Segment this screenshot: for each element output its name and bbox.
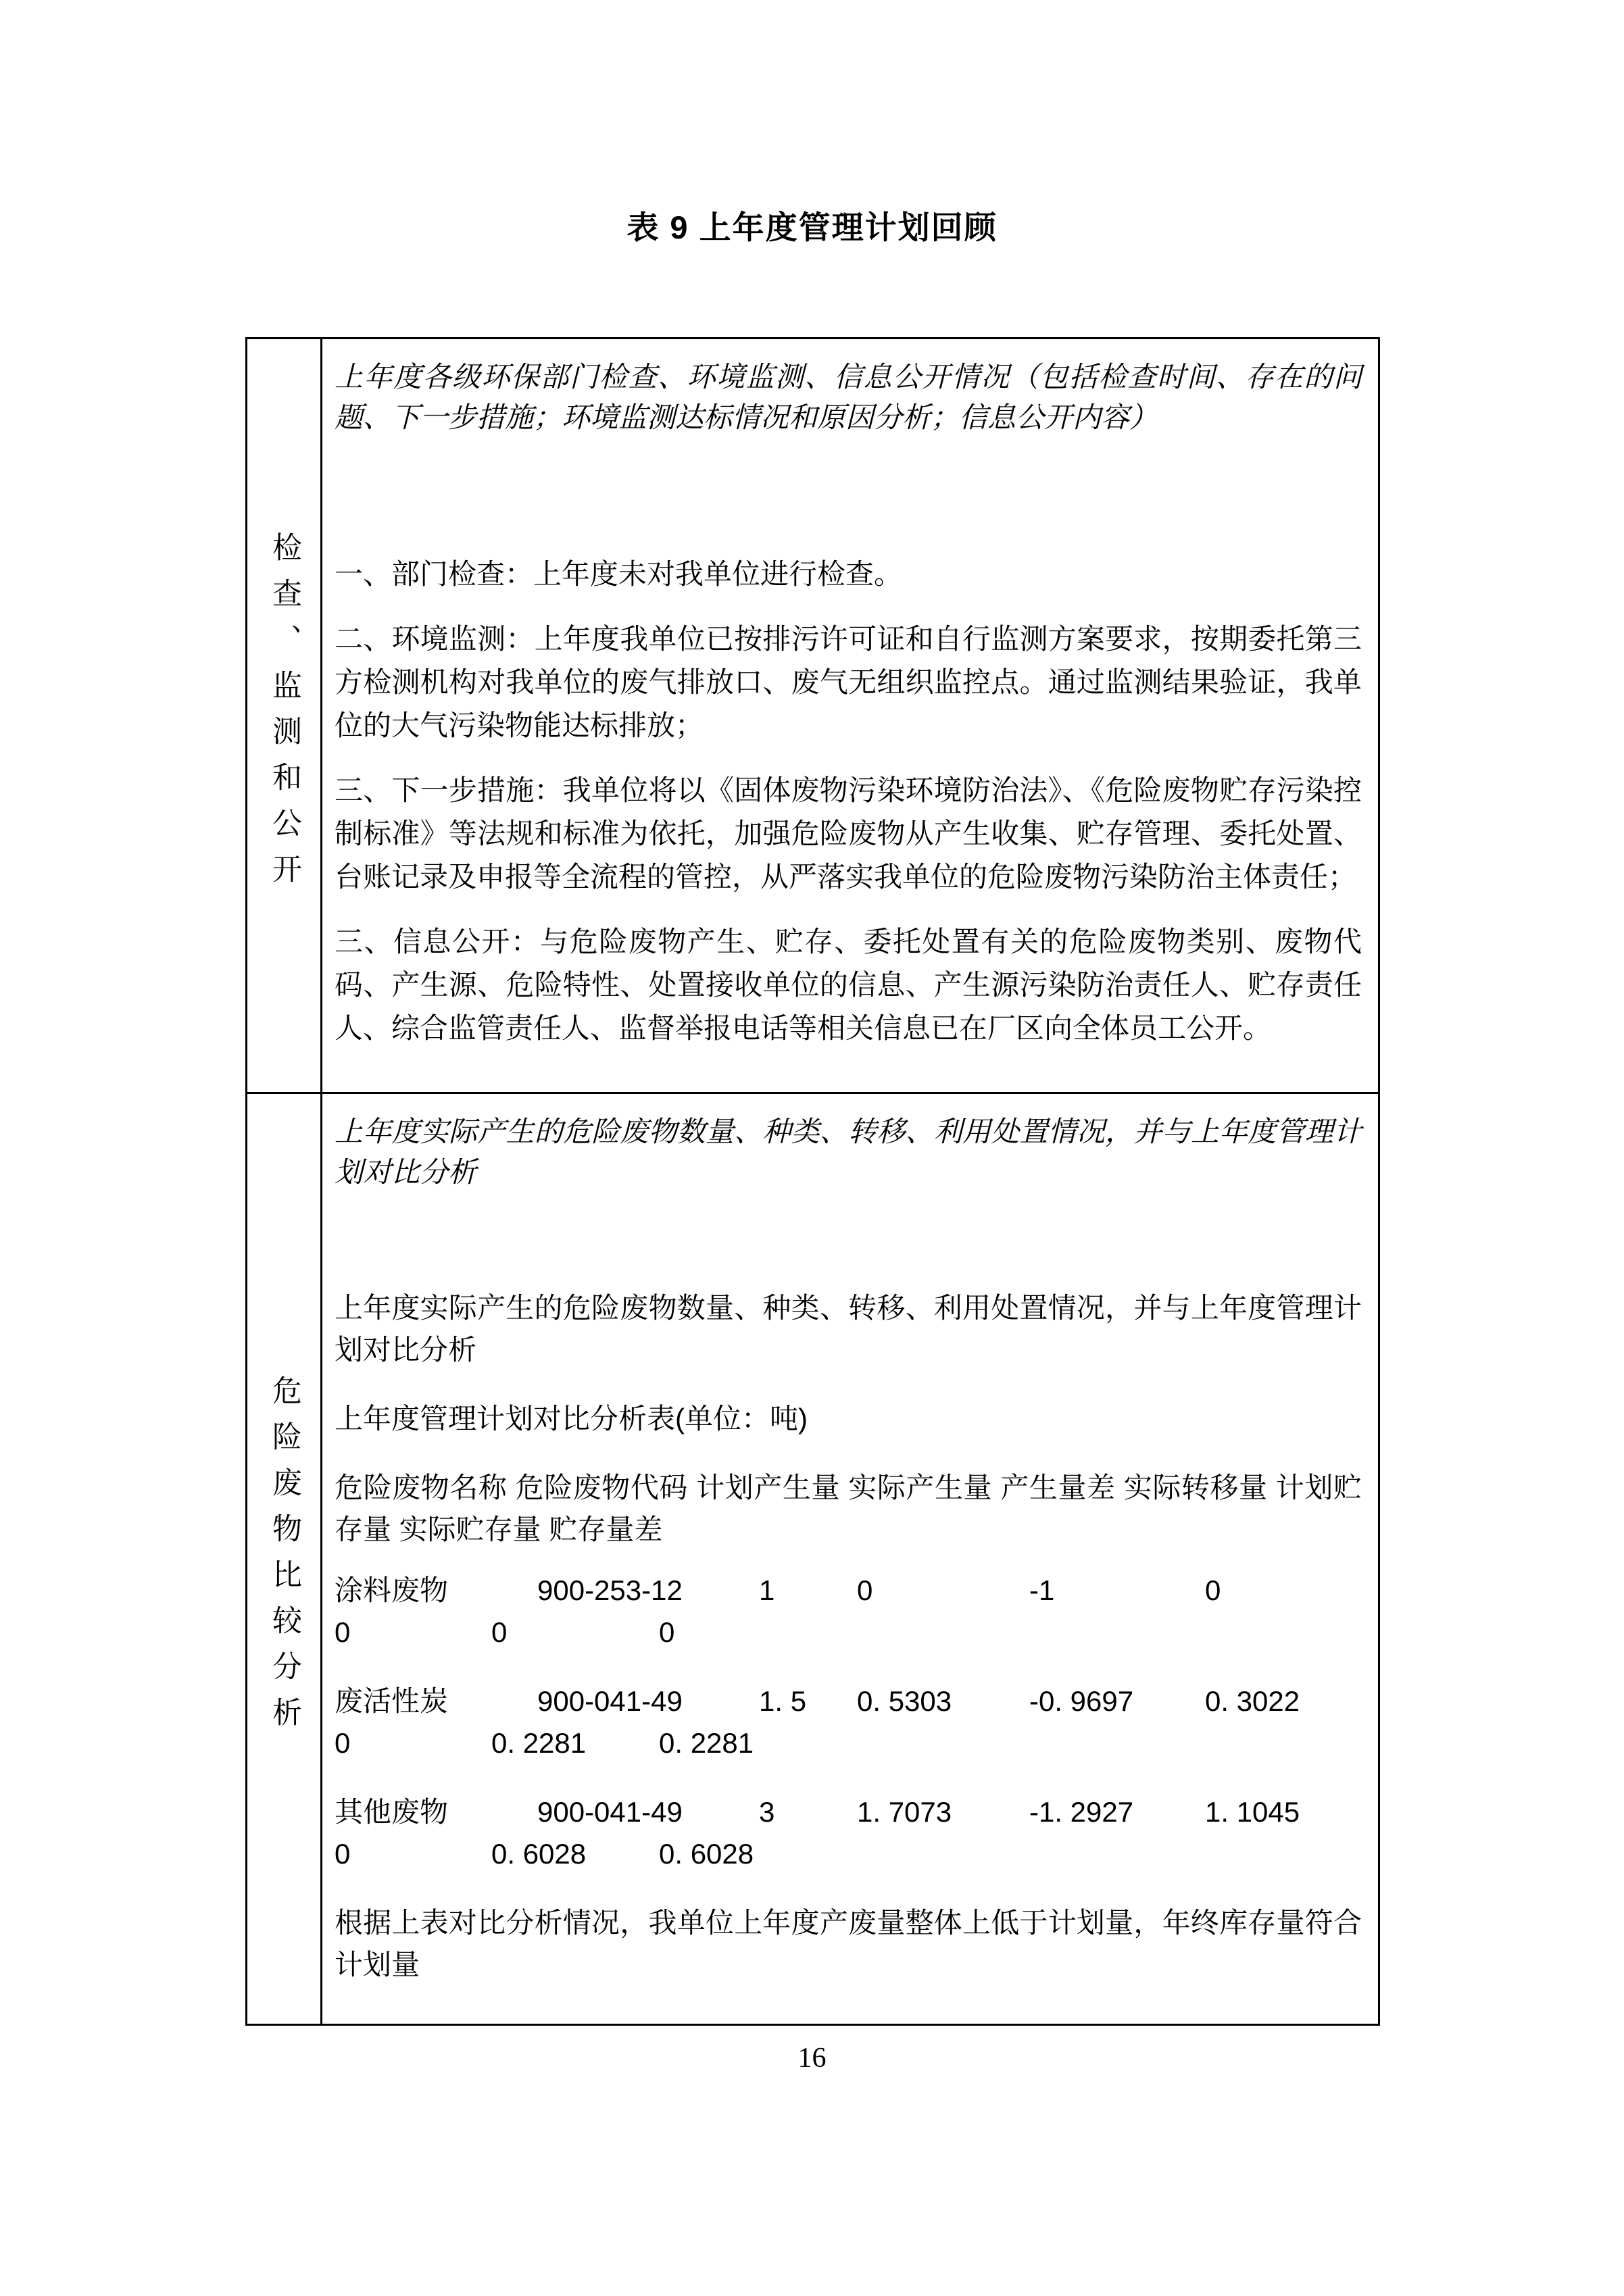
row-content-waste-analysis [322, 1094, 1378, 2024]
prompt-text-inspection: 上年度各级环保部门检查、环境监测、信息公开情况（包括检查时间、存在的问题、下一步措施；环境监测达标情况和原因分析；信息公开内容） [335, 361, 1362, 433]
waste-name: 涂料废物 [335, 1574, 449, 1606]
comparison-table-title: 上年度管理计划对比分析表(单位：吨) [335, 1403, 808, 1434]
planned-storage: 0 [335, 1616, 351, 1648]
row-label-cell-inspection [247, 339, 322, 1094]
answer-paragraph: 二、环境监测：上年度我单位已按排污许可证和自行监测方案要求，按期委托第三方检测机构对我单位的废气排放口、废气无组织监控点。通过监测结果验证，我单位的大气污染物能达标排放； [335, 623, 1362, 741]
row-label-cell-waste-analysis [247, 1094, 322, 2024]
waste-name: 其他废物 [335, 1796, 449, 1828]
generation-diff: -0. 9697 [1029, 1685, 1134, 1717]
row-label-hazardous-waste-comparison: 危险废物比较分析 [268, 1375, 301, 1743]
waste-analysis-intro: 上年度实际产生的危险废物数量、种类、转移、利用处置情况，并与上年度管理计划对比分析 [335, 1292, 1362, 1366]
actual-transfer: 0 [1205, 1574, 1221, 1606]
waste-row-line [335, 1833, 1362, 1875]
waste-row-line [335, 1570, 1362, 1612]
conclusion-text: 根据上表对比分析情况，我单位上年度产废量整体上低于计划量，年终库存量符合计划量 [335, 1907, 1362, 1980]
row-content-inspection [322, 339, 1378, 1094]
actual-transfer: 0. 3022 [1205, 1685, 1300, 1717]
waste-code: 900-041-49 [537, 1685, 683, 1717]
prompt-text-waste-analysis: 上年度实际产生的危险废物数量、种类、转移、利用处置情况，并与上年度管理计划对比分析 [335, 1116, 1362, 1188]
page-number: 16 [797, 2043, 827, 2074]
planned-generation: 3 [759, 1796, 775, 1828]
storage-diff: 0. 2281 [659, 1727, 754, 1759]
waste-row-line [335, 1612, 1362, 1653]
page-title: 表 9 上年度管理计划回顾 [626, 209, 998, 245]
actual-storage: 0 [491, 1616, 508, 1648]
management-plan-review-table [245, 337, 1380, 2026]
answer-paragraphs [335, 553, 1362, 1050]
planned-storage: 0 [335, 1727, 351, 1759]
answer-paragraph: 一、部门检查：上年度未对我单位进行检查。 [335, 558, 903, 590]
answer-paragraph: 三、信息公开：与危险废物产生、贮存、委托处置有关的危险废物类别、废物代码、产生源、危险特性、处置接收单位的信息、产生源污染防治责任人、贮存责任人、综合监管责任人、监督举报电话等相关信息已在厂区向全体员工公开。 [335, 926, 1362, 1044]
waste-name: 废活性炭 [335, 1685, 449, 1717]
row-label-inspection-monitoring-disclosure: 检查、监测和公开 [268, 532, 301, 899]
comparison-table-header: 危险废物名称 危险废物代码 计划产生量 实际产生量 产生量差 实际转移量 计划贮存量 实际贮存量 贮存量差 [335, 1472, 1362, 1545]
storage-diff: 0 [659, 1616, 675, 1648]
waste-table-row [335, 1680, 1362, 1764]
waste-table-row [335, 1570, 1362, 1653]
generation-diff: -1. 2927 [1029, 1796, 1134, 1828]
waste-row-line [335, 1680, 1362, 1722]
actual-storage: 0. 6028 [491, 1838, 587, 1870]
generation-diff: -1 [1029, 1574, 1055, 1606]
actual-generation: 0 [857, 1574, 873, 1606]
actual-storage: 0. 2281 [491, 1727, 587, 1759]
actual-generation: 1. 7073 [857, 1796, 952, 1828]
waste-code: 900-253-12 [537, 1574, 683, 1606]
actual-generation: 0. 5303 [857, 1685, 952, 1717]
waste-row-line [335, 1722, 1362, 1764]
planned-generation: 1 [759, 1574, 775, 1606]
comparison-table-rows [335, 1570, 1362, 1875]
waste-code: 900-041-49 [537, 1796, 683, 1828]
answer-paragraph: 三、下一步措施：我单位将以《固体废物污染环境防治法》、《危险废物贮存污染控制标准》等法规和标准为依托，加强危险废物从产生收集、贮存管理、委托处置、台账记录及申报等全流程的管控，从严落实我单位的危险废物污染防治主体责任； [335, 774, 1362, 893]
storage-diff: 0. 6028 [659, 1838, 754, 1870]
actual-transfer: 1. 1045 [1205, 1796, 1300, 1828]
waste-row-line [335, 1791, 1362, 1833]
planned-storage: 0 [335, 1838, 351, 1870]
planned-generation: 1. 5 [759, 1685, 807, 1717]
waste-table-row [335, 1791, 1362, 1875]
